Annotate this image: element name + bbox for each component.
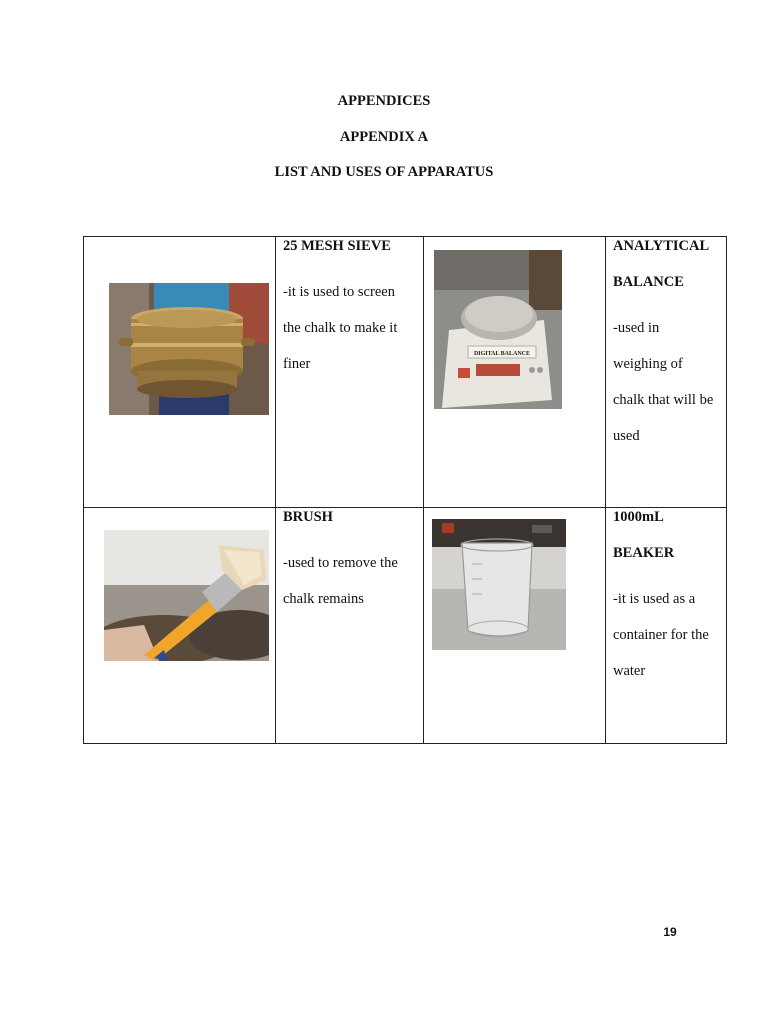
page-number: 19 <box>663 925 677 939</box>
digital-balance-photo <box>434 250 562 409</box>
apparatus-name <box>613 499 720 571</box>
brush-text-cell <box>276 508 424 744</box>
brush-photo-cell <box>84 508 276 744</box>
beaker-photo <box>432 519 566 650</box>
use-line: chalk remains <box>283 591 364 607</box>
brush-photo <box>104 530 269 661</box>
use-line: weighing of <box>613 356 683 372</box>
use-line: used <box>613 428 640 444</box>
use-line: water <box>613 663 646 679</box>
appendices-heading: APPENDICES <box>337 93 431 109</box>
name-line: BEAKER <box>613 545 675 561</box>
apparatus-name: 25 MESH SIEVE <box>283 238 391 254</box>
use-line: -used to remove the <box>283 555 398 571</box>
balance-label: DIGITAL BALANCE <box>473 351 531 357</box>
use-line: container for the <box>613 627 709 643</box>
balance-photo-cell <box>424 237 606 508</box>
use-line: -it is used to screen <box>283 284 395 300</box>
table-row <box>84 508 727 744</box>
table-row <box>84 237 727 508</box>
apparatus-use <box>283 274 417 382</box>
apparatus-use <box>283 545 417 617</box>
sieve-photo <box>109 283 269 415</box>
appendix-a-heading: APPENDIX A <box>339 129 429 145</box>
apparatus-use <box>613 581 720 689</box>
beaker-text-cell <box>606 508 727 744</box>
apparatus-name <box>613 228 720 300</box>
apparatus-use <box>613 310 720 454</box>
use-line: chalk that will be <box>613 392 714 408</box>
sieve-photo-cell <box>84 237 276 508</box>
beaker-photo-cell <box>424 508 606 744</box>
sieve-text-cell <box>276 237 424 508</box>
use-line: -it is used as a <box>613 591 696 607</box>
apparatus-name: BRUSH <box>283 509 333 525</box>
list-title-heading: LIST AND USES OF APPARATUS <box>274 164 494 180</box>
use-line: finer <box>283 356 311 372</box>
balance-text-cell <box>606 237 727 508</box>
apparatus-table <box>83 236 727 744</box>
name-line: ANALYTICAL <box>613 238 710 254</box>
use-line: the chalk to make it <box>283 320 398 336</box>
name-line: 1000mL <box>613 509 664 525</box>
use-line: -used in <box>613 320 660 336</box>
name-line: BALANCE <box>613 274 684 290</box>
